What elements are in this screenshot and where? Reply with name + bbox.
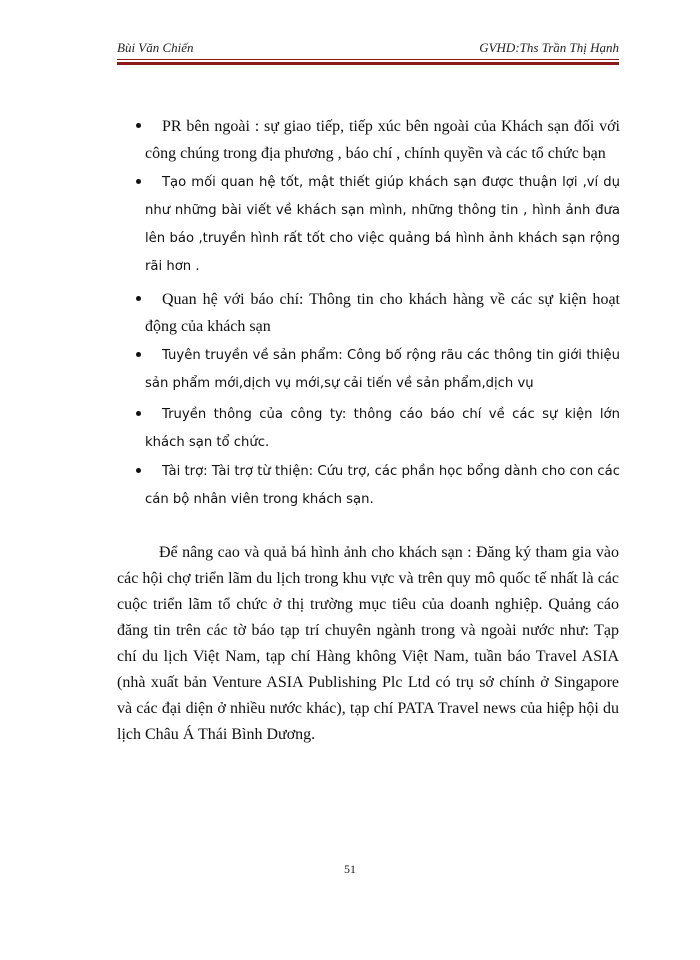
bullet-item bbox=[145, 401, 620, 457]
header-rule-thick bbox=[117, 62, 619, 65]
bullet-item bbox=[145, 169, 620, 281]
page-header bbox=[117, 40, 619, 60]
bullet-text: Truyền thông của công ty: thông cáo báo chí về các sự kiện lớn khách sạn tổ chức. bbox=[145, 407, 620, 450]
bullet-item bbox=[145, 342, 620, 398]
bullet-dot bbox=[136, 296, 141, 301]
page-number: 51 bbox=[344, 862, 356, 876]
bullet-dot bbox=[136, 179, 141, 184]
bullet-dot bbox=[136, 123, 141, 128]
bullet-text: Quan hệ với báo chí: Thông tin cho khách hàng về các sự kiện hoạt động của khách sạn bbox=[145, 291, 620, 335]
bullet-item bbox=[145, 113, 620, 167]
body-paragraph: Để nâng cao và quả bá hình ảnh cho khách sạn : Đăng ký tham gia vào các hội chợ triển lãm du lịch trong khu vực và trên quy mô quốc tế nhất là các cuộc triển lãm tổ chức ở thị trường mục tiêu của doanh nghiệp. Quảng cáo đăng tin trên các tờ báo tạp trí chuyên ngành trong và ngoài nước như: Tạp chí du lịch Việt Nam, tạp chí Hàng không Việt Nam, tuần báo Travel ASIA (nhà xuất bản Venture ASIA Publishing Plc Ltd có trụ sở chính ở Singapore và các đại diện ở nhiều nước khác), tạp chí PATA Travel news của hiệp hội du lịch Châu Á Thái Bình Dương. bbox=[117, 544, 619, 743]
bullet-dot bbox=[136, 352, 141, 357]
bullet-item bbox=[145, 458, 620, 514]
bullet-dot bbox=[136, 411, 141, 416]
bullet-item bbox=[145, 286, 620, 340]
bullet-text: Tuyên truyền về sản phẩm: Công bố rộng rãu các thông tin giới thiệu sản phẩm mới,dịch vụ mới,sự cải tiến về sản phẩm,dịch vụ bbox=[145, 348, 620, 391]
header-author: Bùi Văn Chiến bbox=[117, 40, 194, 55]
bullet-text: Tài trợ: Tài trợ từ thiện: Cứu trợ, các phần học bổng dành cho con các cán bộ nhân viên trong khách sạn. bbox=[145, 464, 620, 507]
bullet-text: PR bên ngoài : sự giao tiếp, tiếp xúc bên ngoài của Khách sạn đối với công chúng trong địa phương , báo chí , chính quyền và các tổ chức bạn bbox=[145, 118, 620, 162]
header-rule-thin bbox=[117, 59, 619, 60]
header-advisor: GVHD:Ths Trần Thị Hạnh bbox=[479, 40, 619, 55]
bullet-dot bbox=[136, 468, 141, 473]
bullet-text: Tạo mối quan hệ tốt, mật thiết giúp khách sạn được thuận lợi ,ví dụ như những bài viết về khách sạn mình, những thông tin , hình ảnh đưa lên báo ,truyền hình rất tốt cho việc quảng bá hình ảnh khách sạn rộng rãi hơn . bbox=[145, 175, 620, 274]
